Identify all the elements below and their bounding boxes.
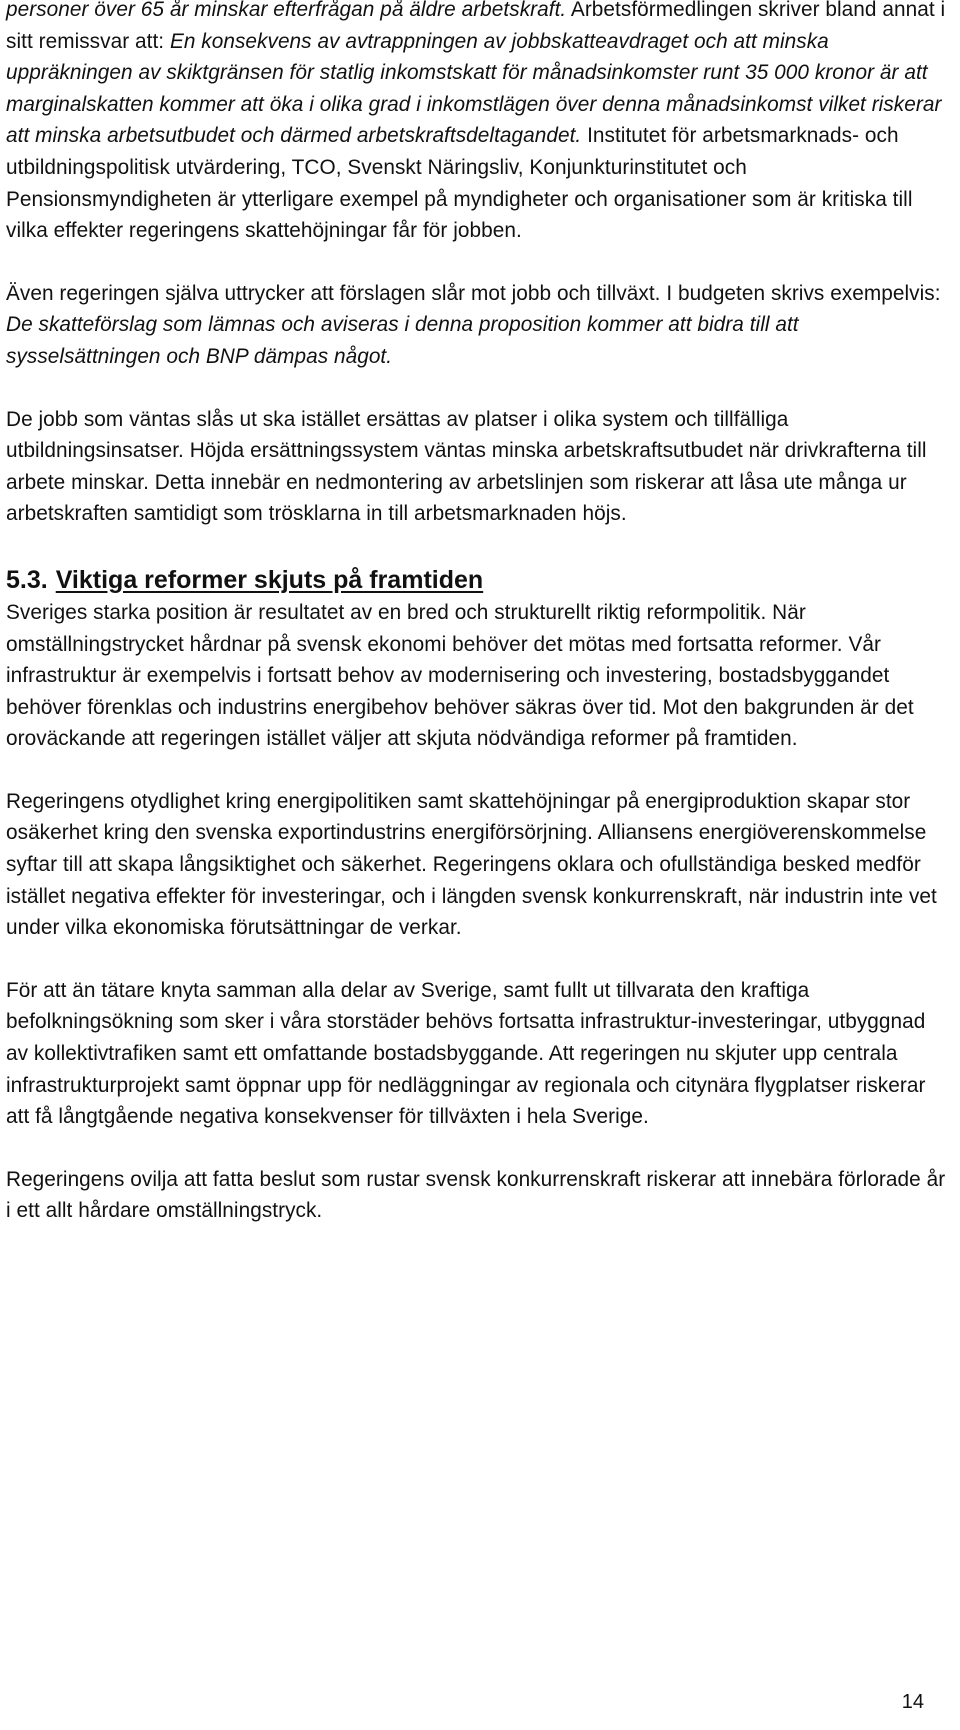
paragraph-1-text-a: Arbetsförmedlingen skriver bland annat i sitt remissvar att: (6, 0, 946, 53)
paragraph-7: Regeringens ovilja att fatta beslut som rustar svensk konkurrenskraft riskerar att innebära förlorade år i ett allt hårdare omställningstryck. (6, 1167, 946, 1223)
italic-lead: personer över 65 år minskar efterfrågan på äldre arbetskraft. (6, 0, 567, 21)
paragraph-1 (6, 0, 952, 247)
paragraph-3: De jobb som väntas slås ut ska istället ersättas av platser i olika system och tillfälliga utbildningsinsatser. Höjda ersättningssystem väntas minska arbetskraftsutbudet när drivkrafterna till arbete minskar. Detta innebär en nedmontering av arbetslinjen som riskerar att låsa ute många ur arbetskraften samtidigt som trösklarna in till arbetsmarknaden höjs. (6, 407, 927, 526)
page-number: 14 (901, 1691, 924, 1713)
document-page (6, 0, 952, 1227)
section-number: 5.3. (6, 565, 48, 594)
arbetsformedlingen-quote: En konsekvens av avtrappningen av jobbskatteavdraget och att minska uppräkningen av skiktgränsen för statlig inkomstskatt för månadsinkomster runt 35 000 kronor är att marginalskatten kommer att öka i olika grad i inkomstlägen över denna månadsinkomst vilket riskerar att minska arbetsutbudet och därmed arbetskraftsdeltagandet. (6, 29, 942, 148)
paragraph-6: För att än tätare knyta samman alla delar av Sverige, samt fullt ut tillvarata den kraftiga befolkningsökning som sker i våra storstäder behövs fortsatta infrastruktur-investeringar, utbyggnad av kollektivtrafiken samt ett omfattande bostadsbyggande. Att regeringen nu skjuter upp centrala infrastrukturprojekt samt öppnar upp för nedläggningar av regionala och citynära flygplatser riskerar att få långtgående negativa konsekvenser för tillväxten i hela Sverige. (6, 978, 926, 1129)
section-title: Viktiga reformer skjuts på framtiden (55, 565, 484, 594)
paragraph-4: Sveriges starka position är resultatet av en bred och strukturellt riktig reformpolitik. När omställningstrycket hårdnar på svensk ekonomi behöver det mötas med fortsatta reformer. Vår infrastruktur är exempelvis i fortsatt behov av modernisering och investering, bostadsbyggandet behöver förenklas och industrins energibehov behöver säkras över tid. Mot den bakgrunden är det oroväckande att regeringen istället väljer att skjuta nödvändiga reformer på framtiden. (6, 600, 914, 751)
budget-quote: De skatteförslag som lämnas och aviseras i denna proposition kommer att bidra till att sysselsättningen och BNP dämpas något. (6, 313, 799, 368)
section-heading (6, 563, 952, 597)
paragraph-5: Regeringens otydlighet kring energipolitiken samt skattehöjningar på energiproduktion skapar stor osäkerhet kring den svenska exportindustrins energiförsörjning. Alliansens energiöverenskommelse syftar till att skapa långsiktighet och säkerhet. Regeringens oklara och ofullständiga besked medför istället negativa effekter för investeringar, och i längden svensk konkurrenskraft, när industrin inte vet under vilka ekonomiska förutsättningar de verkar. (6, 789, 937, 940)
paragraph-2 (6, 278, 952, 373)
paragraph-2-text: Även regeringen själva uttrycker att förslagen slår mot jobb och tillväxt. I budgeten skrivs exempelvis: (6, 281, 941, 305)
paragraph-1-text-b: Institutet för arbetsmarknads- och utbildningspolitisk utvärdering, TCO, Svenskt Näringsliv, Konjunkturinstitutet och Pensionsmyndigheten är ytterligare exempel på myndigheter och organisationer som är kritiska till vilka effekter regeringens skattehöjningar får för jobben. (6, 124, 913, 243)
